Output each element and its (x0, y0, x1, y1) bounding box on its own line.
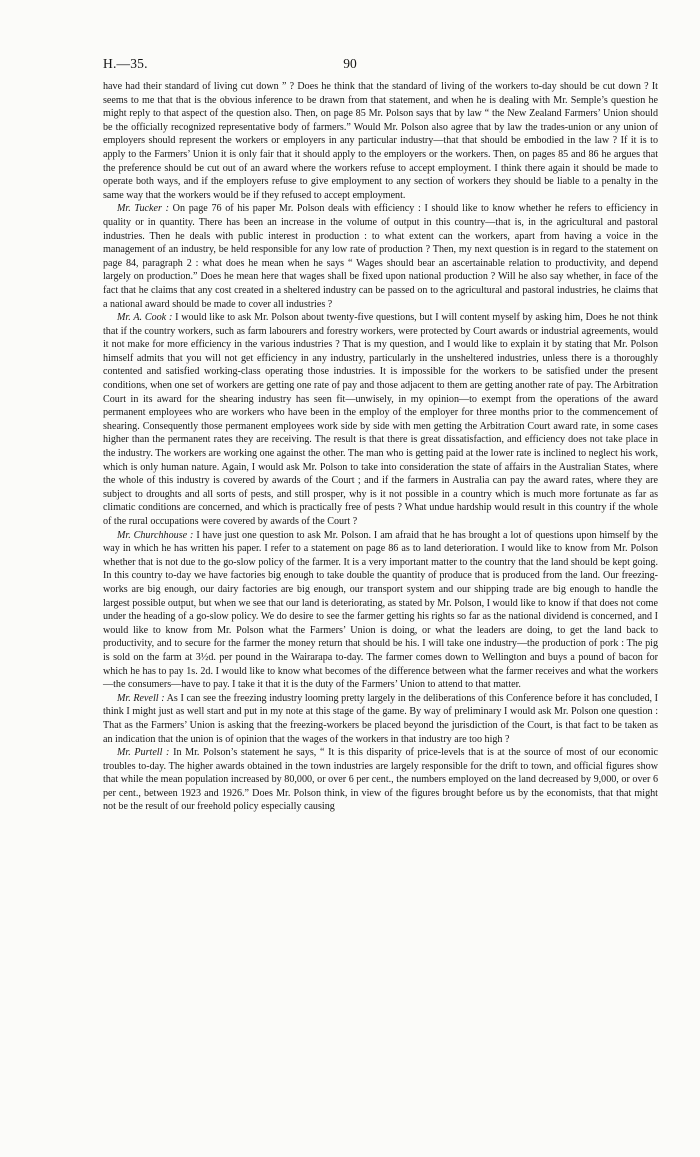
paragraph (103, 80, 658, 202)
speaker-name: Mr. Churchhouse : (117, 529, 194, 541)
paragraph-text: I have just one question to ask Mr. Polson. I am afraid that he has brought a lot of questions upon himself by the way in which he has written his paper. I refer to a statement on page 86 as to land deterioration. I would like to know from Mr. Polson whether that is not due to the go-slow policy of the farmer. It is a very important matter to the country that the land should be kept going. In this country to-day we have factories big enough to take double the quantity of produce that is produced from the land. Our freezing-works are big enough, our dairy factories are big enough, our transport system and our shipping trade are big enough to handle the largest possible output, but when we see that our land is deteriorating, as stated by Mr. Polson, I would like to know if that does not come under the heading of a go-slow policy. We do desire to see the farmer getting his rights so far as the national dividend is concerned, and I would like to know from Mr. Polson what the Farmers’ Union is doing, or what the leaders are doing, to get the land back to productivity, and to secure for the farmer the money return that should be his. I will take one industry—the production of pork : The pig is sold on the farm at 3½d. per pound in the Wairarapa to-day. The farmer comes down to Wellington and buys a pound of bacon for which he has to pay 1s. 2d. I would like to know what becomes of the difference between what the farmer receives and what the workers—the consumers—have to pay. I take it that it is the duty of the Farmers’ Union to attend to that matter. (103, 529, 659, 691)
paragraph (103, 311, 658, 529)
speaker-name: Mr. Purtell : (117, 747, 170, 759)
body-text (103, 80, 658, 814)
speaker-name: Mr. A. Cook : (117, 312, 173, 324)
speaker-name: Mr. Revell : (117, 692, 165, 704)
paragraph (103, 529, 658, 692)
paragraph (103, 746, 658, 814)
paragraph-text: have had their standard of living cut down ” ? Does he think that the standard of living of the workers to-day should be cut down ? It seems to me that that is the obvious inference to be drawn from that statement, and when he is dealing with Mr. Semple’s question he might reply to that aspect of the question also. Then, on page 85 Mr. Polson says that by law “ the New Zealand Farmers’ Union should be the officially recognized representative body of farmers.” Would Mr. Polson also agree that by law the trades-union or any union of employers should represent the workers or employers in any particular industry—that that should be embodied in the law ? If it is to apply to the Farmers’ Union it is only fair that it should apply to the employers or the workers. Then, on pages 85 and 86 he argues that the preference should be cut out of an award where the workers refuse to accept employment. I think there again it should be made to operate both ways, and if the employers refuse to give employment to any section of workers they should be liable to a penalty in the same way that the workers would be if they refused to accept employment. (103, 81, 658, 201)
paragraph (103, 202, 658, 311)
paragraph (103, 692, 658, 746)
paragraph-text: In Mr. Polson’s statement he says, “ It is this disparity of price-levels that is at the source of most of our economic troubles to-day. The higher awards obtained in the town industries are largely responsible for the drift to town, and official figures show that while the mean population increased by 80,000, or over 6 per cent., the numbers employed on the land decreased by 9,000, or over 6 per cent., between 1923 and 1926.” Does Mr. Polson think, in view of the figures brought before us by the economists, that that might not be the result of our freehold policy especially causing (103, 747, 658, 813)
paragraph-text: As I can see the freezing industry looming pretty largely in the deliberations of this Conference before it has concluded, I think I might just as well start and put in my note at this stage of the game. By way of preliminary I would ask Mr. Polson one question : That as the Farmers’ Union is asking that the freezing-workers be placed beyond the jurisdiction of the Court, is that fact to be taken as an indication that the union is of opinion that the wages of the workers in that industry are too high ? (103, 692, 658, 745)
page-number: 90 (343, 56, 357, 71)
document-reference: H.—35. (103, 56, 148, 71)
speaker-name: Mr. Tucker : (117, 203, 169, 215)
page-header (0, 56, 700, 72)
paragraph-text: I would like to ask Mr. Polson about twenty-five questions, but I will content myself by asking him, Does he not think that if the country workers, such as farm labourers and forestry workers, were protected by Court awards or industrial agreements, would it not make for more efficiency in the various industries ? That is my question, and I would like to explain it by stating that Mr. Polson himself admits that you will not get efficiency in any industry, particularly in the unsheltered industries, unless there is a thoroughly contented and satisfied working-class operating those industries. It is impossible for the workers to be satisfied under the present conditions, when one set of workers are getting one rate of pay and those adjacent to them are getting another rate of pay. The Arbitration Court in its award for the shearing industry has seen fit—unwisely, in my opinion—to exempt from the operations of the award permanent employees who are workers who have been in the employ of the employer for three months prior to the commencement of shearing. Consequently those permanent employees work side by side with men getting the Arbitration Court award rate, in some cases higher than the permanent rates they are receiving. The result is that there is great dissatisfaction, and efficiency does not take place in the industry. The workers are working one against the other. The man who is getting paid at the lower rate is inclined to neglect his work, which is only human nature. Again, I would ask Mr. Polson to take into consideration the state of affairs in the Australian States, where the whole of this industry is covered by awards of the Court ; and if the farmers in Australia can pay the award rates, where they are subject to droughts and all sorts of pests, and still prosper, why is it not possible in a country which is much more fortunate as far as climatic conditions are concerned, and which is practically free of pests ? What undue hardship would result in this country if the whole of the rural occupations were covered by awards of the Court ? (103, 312, 658, 527)
paragraph-text: On page 76 of his paper Mr. Polson deals with efficiency : I should like to know whether he refers to efficiency in quality or in quantity. There has been an increase in the volume of output in this country—that is, in the agricultural and pastoral industries. Then he deals with public interest in production : to what extent can the workers, apart from having a voice in the management of an industry, be held responsible for any low rate of production ? Then, my next question is in regard to the statement on page 84, paragraph 2 : what does he mean when he says “ Wages should bear an ascertainable relation to productivity, and depend largely on production.” Does he mean here that wages shall be fixed upon national production ? Will he also say whether, in face of the fact that he claims that any cost created in a sheltered industry can be passed on to the agricultural and pastoral industries, he claims that a national award should be made to cover all industries ? (103, 203, 658, 310)
